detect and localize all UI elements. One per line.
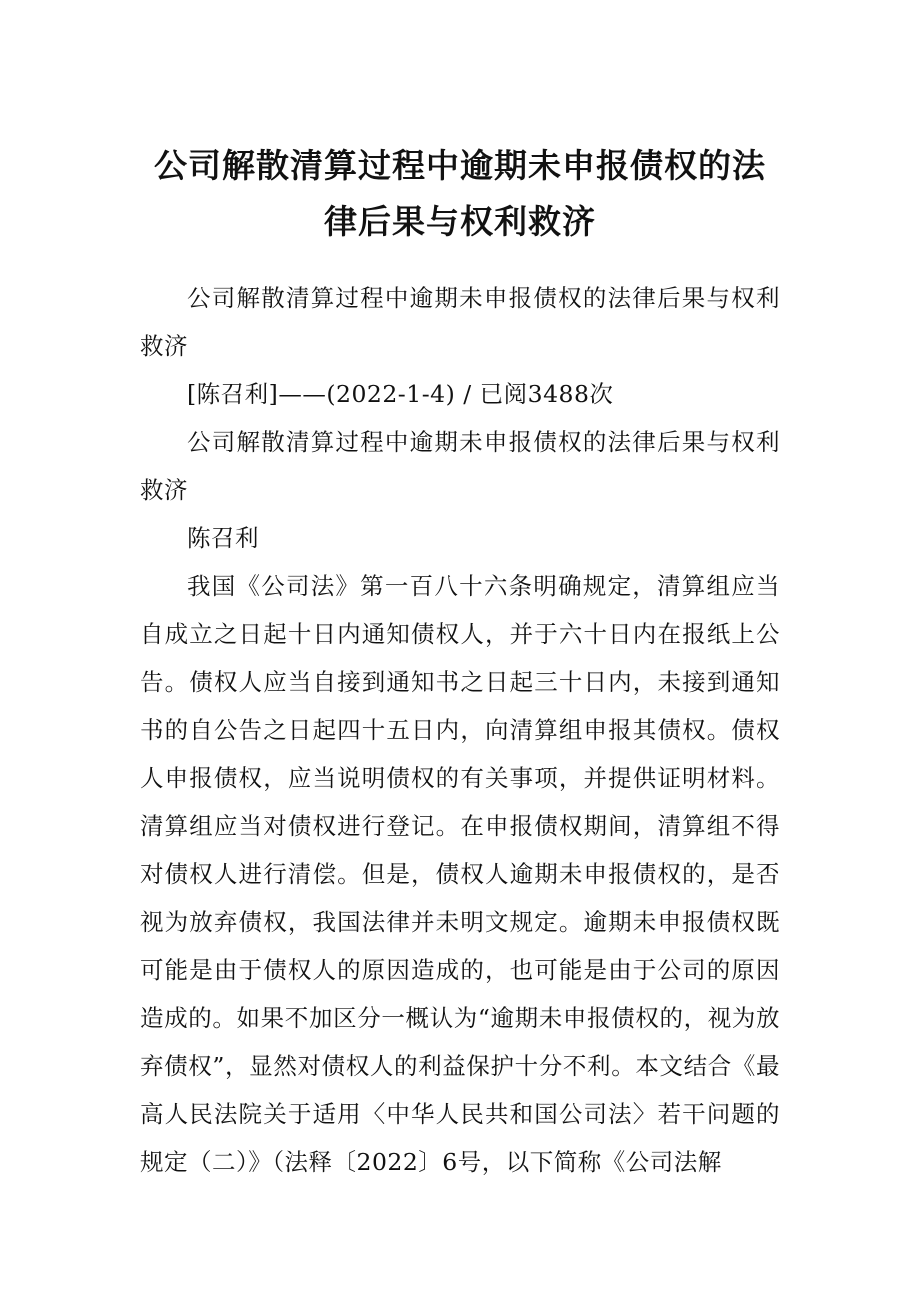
document-title <box>140 138 780 250</box>
subtitle-paragraph: 公司解散清算过程中逾期未申报债权的法律后果与权利救济 <box>140 284 780 360</box>
author-name: 陈召利 <box>187 524 259 552</box>
repeated-title-paragraph: 公司解散清算过程中逾期未申报债权的法律后果与权利救济 <box>140 428 780 504</box>
document-body <box>140 274 780 1186</box>
byline-meta: [陈召利]——(2022-1-4) / 已阅3488次 <box>187 380 614 408</box>
body-paragraph: 我国《公司法》第一百八十六条明确规定，清算组应当自成立之日起十日内通知债权人，并于六十日内在报纸上公告。债权人应当自接到通知书之日起三十日内，未接到通知书的自公告之日起四十五日内，向清算组申报其债权。债权人申报债权，应当说明债权的有关事项，并提供证明材料。清算组应当对债权进行登记。在申报债权期间，清算组不得对债权人进行清偿。但是，债权人逾期未申报债权的，是否视为放弃债权，我国法律并未明文规定。逾期未申报债权既可能是由于债权人的原因造成的，也可能是由于公司的原因造成的。如果不加区分一概认为“逾期未申报债权的，视为放弃债权”，显然对债权人的利益保护十分不利。本文结合《最高人民法院关于适用〈中华人民共和国公司法〉若干问题的规定（二）》（法释〔2022〕6号，以下简称《公司法解 <box>140 572 780 1176</box>
title-line-2: 律后果与权利救济 <box>324 202 596 241</box>
title-line-1: 公司解散清算过程中逾期未申报债权的法 <box>154 146 766 185</box>
